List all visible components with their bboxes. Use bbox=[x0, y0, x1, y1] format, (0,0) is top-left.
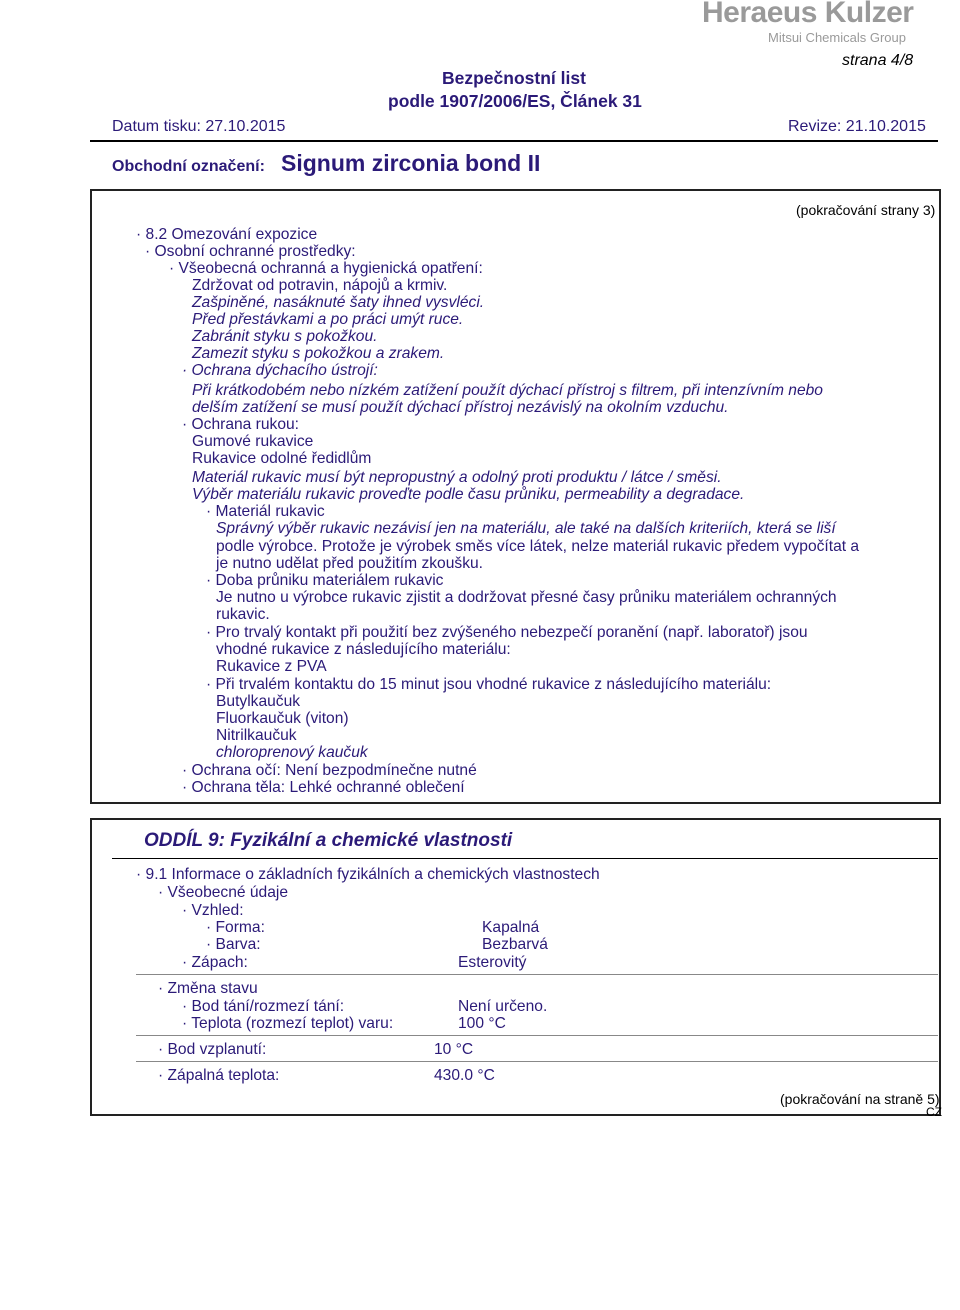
colour-label: · Barva: bbox=[206, 936, 261, 953]
respiratory-label: · Ochrana dýchacího ústrojí: bbox=[182, 362, 378, 379]
glove-material-text-2: podle výrobce. Protože je výrobek směs více látek, nelze materiál rukavic předem vypočítat a bbox=[216, 538, 860, 555]
trade-name-label: Obchodní označení: bbox=[112, 158, 265, 175]
section-8-2-heading: · 8.2 Omezování expozice bbox=[136, 226, 318, 243]
melting-point-label: · Bod tání/rozmezí tání: bbox=[182, 998, 345, 1015]
state-change-label: · Změna stavu bbox=[158, 980, 258, 997]
ignition-temp-value: 430.0 °C bbox=[434, 1067, 495, 1084]
contact-15-value-4: chloroprenový kaučuk bbox=[216, 744, 368, 761]
eye-protection-label: · Ochrana očí: bbox=[182, 762, 281, 779]
company-logo: Heraeus Kulzer bbox=[702, 0, 914, 29]
separator-line bbox=[136, 1035, 938, 1036]
odour-value: Esterovitý bbox=[458, 954, 527, 971]
eye-protection bbox=[182, 762, 477, 779]
page-number: strana 4/8 bbox=[842, 52, 914, 69]
ppe-label: · Osobní ochranné prostředky: bbox=[145, 243, 356, 260]
separator-line bbox=[136, 1061, 938, 1062]
contact-15-label: · Při trvalém kontaktu do 15 minut jsou vhodné rukavice z následujícího materiálu: bbox=[206, 676, 772, 693]
document-subtitle: podle 1907/2006/ES, Článek 31 bbox=[388, 91, 642, 111]
ignition-temp-label: · Zápalná teplota: bbox=[158, 1067, 280, 1084]
permanent-contact-value: Rukavice z PVA bbox=[216, 658, 327, 675]
general-line-3: Před přestávkami a po práci umýt ruce. bbox=[192, 311, 464, 328]
continuation-to: (pokračování na straně 5) bbox=[780, 1091, 940, 1107]
breakthrough-text-2: rukavic. bbox=[216, 606, 270, 623]
continuation-from: (pokračování strany 3) bbox=[796, 202, 936, 218]
body-protection bbox=[182, 779, 465, 796]
general-line-2: Zašpiněné, nasáknuté šaty ihned vysvléci. bbox=[192, 294, 485, 311]
revision-date: Revize: 21.10.2015 bbox=[788, 118, 926, 135]
melting-point-value: Není určeno. bbox=[458, 998, 548, 1015]
respiratory-text-2: delším zatížení se musí použít dýchací přístroj nezávislý na okolním vzduchu. bbox=[192, 399, 729, 416]
body-protection-label: · Ochrana těla: bbox=[182, 779, 286, 796]
permanent-contact-label-1: · Pro trvalý kontakt při použití bez zvýšeného nebezpečí poranění (např. laboratoř) jsou bbox=[206, 624, 808, 641]
breakthrough-text-1: Je nutno u výrobce rukavic zjistit a dodržovat přesné časy průniku materiálem ochranných bbox=[216, 589, 837, 606]
odour-label: · Zápach: bbox=[182, 954, 248, 971]
contact-15-value-2: Fluorkaučuk (viton) bbox=[216, 710, 349, 727]
general-line-5: Zamezit styku s pokožkou a zrakem. bbox=[192, 345, 445, 362]
body-protection-value: Lehké ochranné oblečení bbox=[289, 779, 465, 796]
colour-value: Bezbarvá bbox=[482, 936, 548, 953]
flash-point-label: · Bod vzplanutí: bbox=[158, 1041, 267, 1058]
section-9-title-underline bbox=[112, 858, 938, 859]
hands-line-4: Výběr materiálu rukavic proveďte podle času průniku, permeability a degradace. bbox=[192, 486, 745, 503]
glove-material-text-1: Správný výběr rukavic nezávisí jen na materiálu, ale také na dalších kriteriích, která se liší bbox=[216, 520, 836, 537]
appearance-label: · Vzhled: bbox=[182, 902, 244, 919]
breakthrough-label: · Doba průniku materiálem rukavic bbox=[206, 572, 444, 589]
form-label: · Forma: bbox=[206, 919, 265, 936]
flash-point-value: 10 °C bbox=[434, 1041, 474, 1058]
contact-15-value-1: Butylkaučuk bbox=[216, 693, 301, 710]
form-value: Kapalná bbox=[482, 919, 540, 936]
glove-material-text-3: je nutno udělat před použitím zkoušku. bbox=[216, 555, 483, 572]
permanent-contact-label-2: vhodné rukavice z následujícího materiálu: bbox=[216, 641, 511, 658]
separator-line bbox=[136, 974, 938, 975]
contact-15-value-3: Nitrilkaučuk bbox=[216, 727, 297, 744]
section-9-title: ODDÍL 9: Fyzikální a chemické vlastnosti bbox=[144, 830, 513, 851]
general-info-label: · Všeobecné údaje bbox=[158, 884, 289, 901]
general-line-1: Zdržovat od potravin, nápojů a krmiv. bbox=[192, 277, 448, 294]
language-code: CZ bbox=[926, 1105, 942, 1119]
boiling-point-value: 100 °C bbox=[458, 1015, 506, 1032]
eye-protection-value: Není bezpodmínečne nutné bbox=[285, 762, 477, 779]
header-divider bbox=[90, 140, 938, 142]
general-line-4: Zabránit styku s pokožkou. bbox=[192, 328, 378, 345]
boiling-point-label: · Teplota (rozmezí teplot) varu: bbox=[182, 1015, 394, 1032]
trade-name: Signum zirconia bond II bbox=[281, 150, 541, 176]
glove-material-label: · Materiál rukavic bbox=[206, 503, 325, 520]
company-logo-subtitle: Mitsui Chemicals Group bbox=[768, 30, 906, 45]
document-title: Bezpečnostní list bbox=[442, 68, 586, 88]
section-9-1-heading: · 9.1 Informace o základních fyzikálních a chemických vlastnostech bbox=[136, 866, 600, 883]
hands-label: · Ochrana rukou: bbox=[182, 416, 300, 433]
hands-line-3: Materiál rukavic musí být nepropustný a odolný proti produktu / látce / směsi. bbox=[192, 469, 722, 486]
general-measures-label: · Všeobecná ochranná a hygienická opatření: bbox=[169, 260, 483, 277]
hands-line-2: Rukavice odolné ředidlům bbox=[192, 450, 372, 467]
respiratory-text-1: Při krátkodobém nebo nízkém zatížení použít dýchací přístroj s filtrem, při intenzívním nebo bbox=[192, 382, 823, 399]
hands-line-1: Gumové rukavice bbox=[192, 433, 314, 450]
print-date: Datum tisku: 27.10.2015 bbox=[112, 118, 286, 135]
